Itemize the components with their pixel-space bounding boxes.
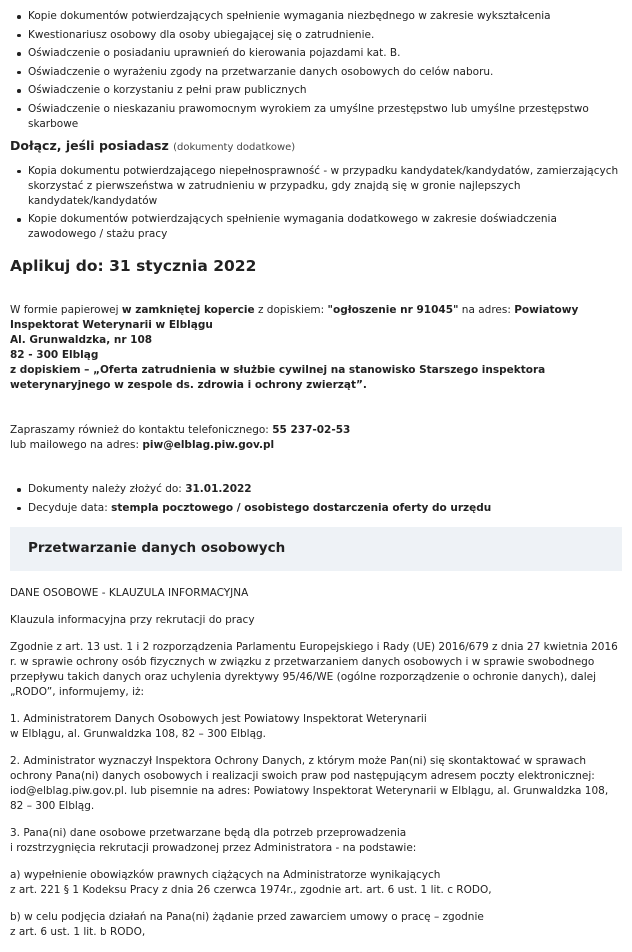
- list-item: Dokumenty należy złożyć do: 31.01.2022: [10, 482, 622, 497]
- email-link[interactable]: piw@elblag.piw.gov.pl: [142, 439, 275, 451]
- postal-application-info: W formie papierowej w zamkniętej kopercie z dopiskiem: "ogłoszenie nr 91045" na adres: Powiatowy Inspektorat Weterynarii w Elblągu Al. Grunwaldzka, nr 108 82 - 300 Elbląg z dopiskiem – „Oferta zatrudnienia w służbie cywilnej na stanowisko Starszego inspektora weterynaryjnego w zespole ds. zdrowia i ochrony zwierząt”.: [10, 304, 579, 391]
- required-documents-list: [10, 9, 622, 132]
- gdpr-point-1: 1. Administratorem Danych Osobowych jest Powiatowy Inspektorat Weterynarii w Elblągu, al. Grunwaldzka 108, 82 – 300 Elbląg.: [10, 712, 427, 740]
- list-item: Oświadczenie o wyrażeniu zgody na przetwarzanie danych osobowych do celów naboru.: [10, 65, 622, 80]
- list-item: Kopie dokumentów potwierdzających spełnienie wymagania niezbędnego w zakresie wykształcenia: [10, 9, 622, 24]
- deadline-list: [10, 482, 622, 516]
- address-city: 82 - 300 Elbląg: [10, 349, 99, 361]
- gdpr-point-2: 2. Administrator wyznaczył Inspektora Ochrony Danych, z którym może Pan(ni) się skontaktować w sprawach ochrony Pana(ni) danych osobowych i realizacji swoich praw pod następującym adresem poczty elektronicznej: iod@elblag.piw.gov.pl. lub pisemnie na adres: Powiatowy Inspektorat Weterynarii w Elblągu, al. Grunwaldzka 108, 82 – 300 Elbląg.: [10, 754, 609, 812]
- address-street: Al. Grunwaldzka, nr 108: [10, 334, 153, 346]
- gdpr-intro: Zgodnie z art. 13 ust. 1 i 2 rozporządzenia Parlamentu Europejskiego i Rady (UE) 2016/679 z dnia 27 kwietnia 2016 r. w sprawie ochrony osób fizycznych w związku z przetwarzaniem danych osobowych i w sprawie swobodnego przepływu takich danych oraz uchylenia dyrektywy 95/46/WE (ogólne rozporządzenie o ochronie danych), dalej „RODO”, informujemy, iż:: [10, 640, 618, 698]
- gdpr-subtitle: Klauzula informacyjna przy rekrutacji do pracy: [10, 613, 255, 626]
- extra-documents-list: [10, 164, 622, 243]
- deadline-date: 31.01.2022: [185, 483, 252, 495]
- gdpr-section-title: Przetwarzanie danych osobowych: [28, 540, 286, 556]
- extra-documents-title: Dołącz, jeśli posiadasz: [10, 137, 169, 153]
- address-name: Powiatowy Inspektorat Weterynarii w Elblągu: [10, 304, 579, 331]
- list-item: Oświadczenie o nieskazaniu prawomocnym wyrokiem za umyślne przestępstwo lub umyślne przestępstwo skarbowe: [10, 102, 622, 132]
- list-item: Decyduje data: stempla pocztowego / osobistego dostarczenia oferty do urzędu: [10, 501, 622, 516]
- gdpr-section-header: [10, 527, 622, 571]
- extra-documents-heading: [10, 138, 622, 155]
- list-item: Oświadczenie o korzystaniu z pełni praw publicznych: [10, 83, 622, 98]
- contact-info: Zapraszamy również do kontaktu telefonicznego: 55 237-02-53 lub mailowego na adres: piw@elblag.piw.gov.pl: [10, 424, 351, 451]
- decides-value: stempla pocztowego / osobistego dostarczenia oferty do urzędu: [111, 501, 492, 514]
- apply-deadline-heading: Aplikuj do: 31 stycznia 2022: [10, 257, 257, 275]
- gdpr-point-3: 3. Pana(ni) dane osobowe przetwarzane będą dla potrzeb przeprowadzenia i rozstrzygnięcia rekrutacji prowadzonej przez Administratora - na podstawie:: [10, 826, 417, 854]
- list-item: Oświadczenie o posiadaniu uprawnień do kierowania pojazdami kat. B.: [10, 46, 622, 61]
- list-item: Kopie dokumentów potwierdzających spełnienie wymagania dodatkowego w zakresie doświadczenia zawodowego / stażu pracy: [10, 212, 622, 242]
- envelope-note: z dopiskiem – „Oferta zatrudnienia w służbie cywilnej na stanowisko Starszego inspektora weterynaryjnego w zespole ds. zdrowia i ochrony zwierząt”.: [10, 364, 546, 391]
- list-item: Kopia dokumentu potwierdzającego niepełnosprawność - w przypadku kandydatek/kandydatów, zamierzających skorzystać z pierwszeństwa w zatrudnieniu w przypadku, gdy znajdą się w gronie najlepszych kandydatek/kandydatów: [10, 164, 622, 209]
- list-item: Kwestionariusz osobowy dla osoby ubiegającej się o zatrudnienie.: [10, 28, 622, 43]
- job-offer-document: [10, 0, 622, 952]
- gdpr-point-b: b) w celu podjęcia działań na Pana(ni) żądanie przed zawarciem umowy o pracę – zgodnie z art. 6 ust. 1 lit. b RODO,: [10, 910, 484, 938]
- phone-number[interactable]: 55 237-02-53: [272, 424, 351, 436]
- extra-documents-note: (dokumenty dodatkowe): [173, 141, 296, 153]
- gdpr-clause: [10, 586, 622, 940]
- gdpr-title: DANE OSOBOWE - KLAUZULA INFORMACYJNA: [10, 586, 249, 599]
- gdpr-point-a: a) wypełnienie obowiązków prawnych ciążących na Administratorze wynikających z art. 221 § 1 Kodeksu Pracy z dnia 26 czerwca 1974r., zgodnie art. art. 6 ust. 1 lit. c RODO,: [10, 868, 492, 896]
